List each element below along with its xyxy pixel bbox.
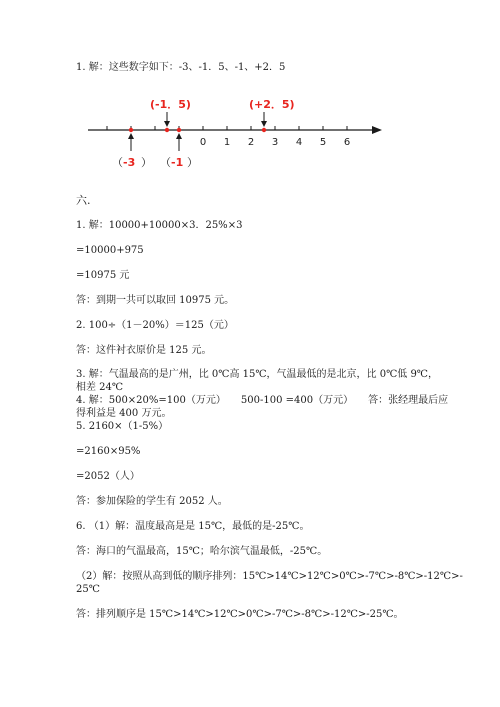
text-line: 答：海口的气温最高，15℃；哈尔滨气温最低，-25℃。 [76,546,328,557]
tick-label: 6 [343,137,351,148]
q1-intro: 1. 解：这些数字如下：-3、-1．5、-1、+2．5 [76,62,286,73]
text-line: 得利益是 400 万元。 [76,408,172,419]
tick-label: 5 [319,137,327,148]
text-line: 答：到期一共可以取回 10975 元。 [76,295,235,306]
label-neg1: -1 [171,156,184,169]
text-line: 3. 解：气温最高的是广州，比 0℃高 15℃，气温最低的是北京，比 0℃低 9℃， [76,369,438,380]
text-line: 2. 100÷（1－20%）＝125（元） [76,320,234,331]
label-pos2-5: (+2．5) [249,98,295,111]
text-line: 1. 解：10000+10000×3．25%×3 [76,220,243,231]
paren-close-neg1: ） [187,156,198,169]
point-neg1-5 [165,128,169,132]
tick-label: 4 [295,137,303,148]
text-line: 6. （1）解：温度最高是是 15℃，最低的是-25℃。 [76,521,310,532]
arrow-neg1-head [176,133,182,139]
section-heading: 六. [76,194,91,207]
text-line: =2052（人） [76,471,140,482]
arrow-neg1-5-head [164,121,170,127]
paren-open-neg1: （ [160,156,171,169]
text-line: =10000+975 [76,245,144,256]
tick-label: 3 [271,137,279,148]
tick-label: 2 [247,137,255,148]
label-neg1-5: (-1．5) [150,98,191,111]
label-neg3: -3 [123,156,136,169]
tick-label: 0 [199,137,207,148]
point-neg3 [129,128,133,132]
text-line: =2160×95% [76,446,141,457]
arrow-neg3-head [128,133,134,139]
paren-close-neg3: ） [141,156,152,169]
text-line: 5. 2160×（1-5%） [76,421,169,432]
arrow-pos2-5-head [261,121,267,127]
text-line: 25℃ [76,584,100,595]
paren-open-neg3: （ [112,156,123,169]
text-line: 答：排列顺序是 15℃>14℃>12℃>0℃>-7℃>-8℃>-12℃>-25℃。 [76,609,404,620]
text-line: （2）解：按照从高到低的顺序排列：15℃>14℃>12℃>0℃>-7℃>-8℃>-12℃>- [76,571,463,582]
point-neg1 [177,128,181,132]
point-pos2-5 [262,128,266,132]
text-line: 答：这件衬衣原价是 125 元。 [76,345,212,356]
text-line: =10975 元 [76,270,130,281]
text-line: 答：参加保险的学生有 2052 人。 [76,496,228,507]
text-line: 相差 24℃ [76,382,124,393]
text-line: 4. 解：500×20%=100（万元） 500-100 =400（万元） 答：张经理最后应 [76,395,449,406]
axis-arrow-head [372,126,382,134]
tick-label: 1 [223,137,231,148]
